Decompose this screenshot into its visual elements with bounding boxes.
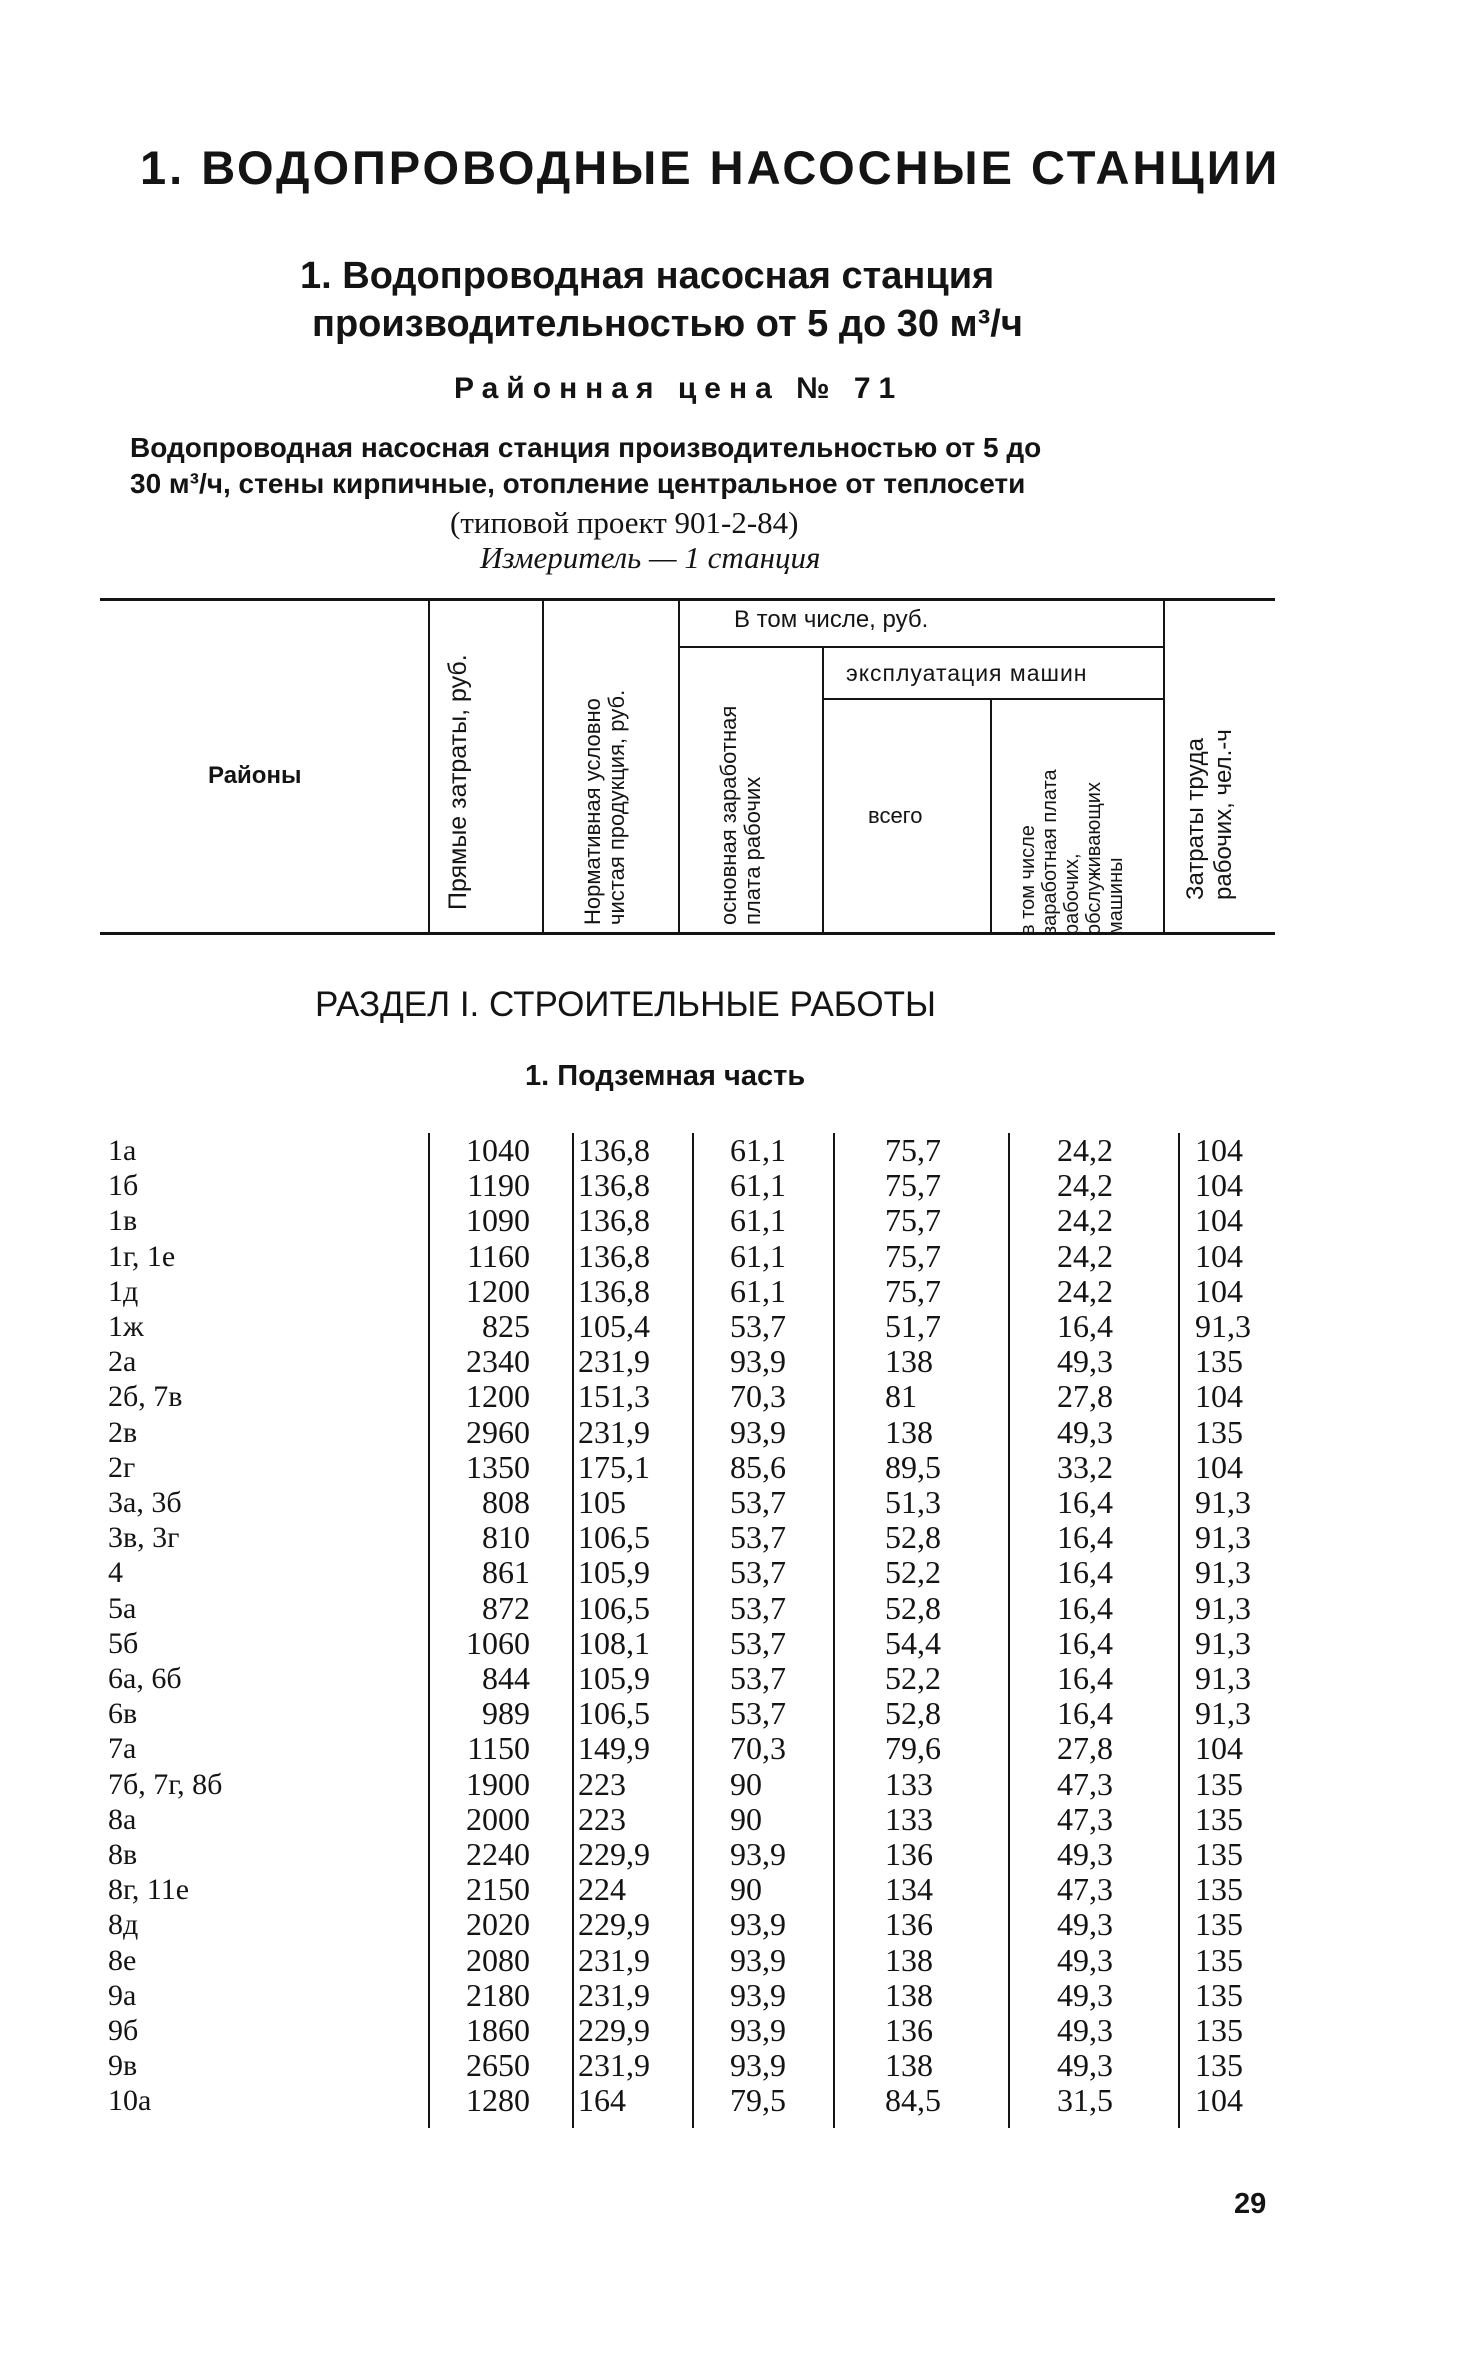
cell-labor: 104 bbox=[1195, 1202, 1243, 1239]
cell-normative-production: 175,1 bbox=[578, 1448, 650, 1485]
cell-normative-production: 231,9 bbox=[578, 1343, 650, 1380]
cell-machine-total: 52,8 bbox=[885, 1519, 941, 1556]
header-direct-costs bbox=[444, 650, 504, 910]
cell-direct-costs: 1860 bbox=[466, 2012, 530, 2048]
cell-direct-costs: 1040 bbox=[466, 1132, 530, 1168]
cell-direct-costs: 2080 bbox=[466, 1941, 530, 1978]
subpart-title: 1. Подземная часть bbox=[525, 1060, 806, 1092]
header-top-rule bbox=[100, 598, 1275, 601]
part-title: РАЗДЕЛ I. СТРОИТЕЛЬНЫЕ РАБОТЫ bbox=[315, 985, 936, 1024]
table-row bbox=[0, 2048, 1481, 2083]
table-row bbox=[0, 1168, 1481, 1203]
cell-operator-wages: 47,3 bbox=[1057, 1765, 1113, 1802]
table-row bbox=[0, 1274, 1481, 1309]
header-normative-production-text: Нормативная условно чистая продукция, руб. bbox=[580, 689, 629, 925]
cell-base-wages: 53,7 bbox=[730, 1519, 786, 1556]
cell-operator-wages: 49,3 bbox=[1057, 1906, 1113, 1943]
cell-operator-wages: 49,3 bbox=[1057, 1836, 1113, 1872]
table-row bbox=[0, 1309, 1481, 1344]
cell-labor: 91,3 bbox=[1195, 1660, 1251, 1696]
cell-labor: 104 bbox=[1195, 1448, 1243, 1485]
cell-labor: 91,3 bbox=[1195, 1484, 1251, 1520]
cell-operator-wages: 49,3 bbox=[1057, 1941, 1113, 1978]
cell-normative-production: 105,4 bbox=[578, 1308, 650, 1344]
cell-operator-wages: 24,2 bbox=[1057, 1202, 1113, 1239]
cell-operator-wages: 49,3 bbox=[1057, 2047, 1113, 2084]
cell-district: 5б bbox=[108, 1626, 139, 1660]
cell-base-wages: 93,9 bbox=[730, 1343, 786, 1380]
cell-base-wages: 53,7 bbox=[730, 1554, 786, 1591]
header-operator-wages-text: в том числе заработная плата рабочих, обслуживающих машины bbox=[1017, 769, 1127, 935]
cell-district: 9б bbox=[108, 2014, 139, 2047]
cell-labor: 104 bbox=[1195, 1132, 1243, 1168]
cell-labor: 91,3 bbox=[1195, 1624, 1251, 1661]
cell-direct-costs: 2150 bbox=[466, 1871, 530, 1908]
table-row bbox=[0, 1626, 1481, 1661]
cell-normative-production: 136,8 bbox=[578, 1132, 650, 1168]
cell-operator-wages: 47,3 bbox=[1057, 1800, 1113, 1837]
cell-machine-total: 75,7 bbox=[885, 1272, 941, 1309]
cell-operator-wages: 24,2 bbox=[1057, 1132, 1113, 1168]
cell-operator-wages: 33,2 bbox=[1057, 1448, 1113, 1485]
cell-labor: 91,3 bbox=[1195, 1695, 1251, 1732]
cell-district: 9в bbox=[108, 2049, 138, 2083]
cell-normative-production: 106,5 bbox=[578, 1519, 650, 1556]
cell-normative-production: 136,8 bbox=[578, 1167, 650, 1204]
cell-normative-production: 106,5 bbox=[578, 1589, 650, 1626]
cell-base-wages: 61,1 bbox=[730, 1202, 786, 1239]
header-divider bbox=[428, 601, 430, 932]
cell-labor: 104 bbox=[1195, 1378, 1243, 1415]
cell-direct-costs: 810 bbox=[482, 1519, 530, 1556]
cell-direct-costs: 2340 bbox=[466, 1343, 530, 1380]
cell-district: 2в bbox=[108, 1415, 138, 1449]
cell-direct-costs: 2180 bbox=[466, 1976, 530, 2013]
page-number: 29 bbox=[1234, 2188, 1267, 2220]
cell-normative-production: 105 bbox=[578, 1484, 626, 1520]
cell-machine-total: 51,7 bbox=[885, 1308, 941, 1344]
section-title-line2: производительностью от 5 до 30 м³/ч bbox=[312, 303, 1023, 345]
cell-labor: 91,3 bbox=[1195, 1589, 1251, 1626]
cell-base-wages: 93,9 bbox=[730, 1906, 786, 1943]
cell-district: 2б, 7в bbox=[108, 1380, 183, 1414]
header-normative-production bbox=[581, 635, 661, 925]
cell-operator-wages: 49,3 bbox=[1057, 2012, 1113, 2048]
cell-normative-production: 108,1 bbox=[578, 1624, 650, 1661]
cell-base-wages: 61,1 bbox=[730, 1237, 786, 1274]
cell-machine-total: 81 bbox=[885, 1378, 917, 1415]
header-direct-costs-text: Прямые затраты, руб. bbox=[444, 654, 472, 910]
cell-machine-total: 134 bbox=[885, 1871, 933, 1908]
cell-district: 6в bbox=[108, 1697, 138, 1731]
cell-direct-costs: 844 bbox=[482, 1660, 530, 1696]
cell-base-wages: 93,9 bbox=[730, 1836, 786, 1872]
cell-labor: 135 bbox=[1195, 1941, 1243, 1978]
table-row bbox=[0, 1943, 1481, 1978]
table-row bbox=[0, 1485, 1481, 1520]
cell-normative-production: 106,5 bbox=[578, 1695, 650, 1732]
cell-base-wages: 93,9 bbox=[730, 2047, 786, 2084]
cell-base-wages: 90 bbox=[730, 1800, 762, 1837]
cell-machine-total: 138 bbox=[885, 1976, 933, 2013]
table-row bbox=[0, 1415, 1481, 1450]
cell-operator-wages: 24,2 bbox=[1057, 1237, 1113, 1274]
cell-base-wages: 61,1 bbox=[730, 1272, 786, 1309]
cell-normative-production: 149,9 bbox=[578, 1730, 650, 1767]
cell-base-wages: 70,3 bbox=[730, 1378, 786, 1415]
cell-direct-costs: 1350 bbox=[466, 1448, 530, 1485]
cell-machine-total: 136 bbox=[885, 1836, 933, 1872]
cell-district: 2а bbox=[108, 1345, 137, 1379]
header-base-wages bbox=[717, 675, 797, 925]
cell-district: 1ж bbox=[108, 1310, 144, 1343]
cell-labor: 135 bbox=[1195, 2047, 1243, 2084]
cell-district: 9а bbox=[108, 1978, 137, 2012]
cell-machine-total: 138 bbox=[885, 1413, 933, 1450]
description-line1: Водопроводная насосная станция производительностью от 5 до bbox=[130, 432, 1042, 463]
cell-direct-costs: 861 bbox=[482, 1554, 530, 1591]
cell-machine-total: 52,8 bbox=[885, 1695, 941, 1732]
cell-district: 5а bbox=[108, 1591, 137, 1625]
cell-normative-production: 136,8 bbox=[578, 1202, 650, 1239]
cell-machine-total: 75,7 bbox=[885, 1132, 941, 1168]
cell-labor: 104 bbox=[1195, 1272, 1243, 1309]
table-row bbox=[0, 1837, 1481, 1872]
cell-machine-total: 138 bbox=[885, 1343, 933, 1380]
cell-normative-production: 231,9 bbox=[578, 1976, 650, 2013]
header-total: всего bbox=[868, 803, 923, 828]
cell-district: 6а, 6б bbox=[108, 1662, 182, 1695]
cell-operator-wages: 16,4 bbox=[1057, 1308, 1113, 1344]
cell-normative-production: 223 bbox=[578, 1800, 626, 1837]
cell-district: 3а, 3б bbox=[108, 1486, 182, 1519]
cell-machine-total: 52,2 bbox=[885, 1660, 941, 1696]
cell-base-wages: 79,5 bbox=[730, 2082, 786, 2119]
cell-labor: 135 bbox=[1195, 1836, 1243, 1872]
price-label: Районная цена № 71 bbox=[454, 372, 904, 405]
cell-normative-production: 229,9 bbox=[578, 1836, 650, 1872]
table-row bbox=[0, 1978, 1481, 2013]
cell-direct-costs: 2960 bbox=[466, 1413, 530, 1450]
cell-direct-costs: 1190 bbox=[467, 1167, 530, 1204]
cell-labor: 91,3 bbox=[1195, 1308, 1251, 1344]
cell-base-wages: 53,7 bbox=[730, 1589, 786, 1626]
cell-direct-costs: 1200 bbox=[466, 1272, 530, 1309]
cell-operator-wages: 24,2 bbox=[1057, 1272, 1113, 1309]
table-row bbox=[0, 1731, 1481, 1766]
header-divider bbox=[678, 601, 680, 932]
header-divider bbox=[542, 601, 544, 932]
cell-direct-costs: 1090 bbox=[466, 1202, 530, 1239]
cell-district: 7а bbox=[108, 1732, 137, 1766]
cell-machine-total: 136 bbox=[885, 1906, 933, 1943]
cell-district: 7б, 7г, 8б bbox=[108, 1767, 223, 1801]
cell-normative-production: 136,8 bbox=[578, 1272, 650, 1309]
cell-normative-production: 105,9 bbox=[578, 1660, 650, 1696]
cell-district: 1г, 1е bbox=[108, 1239, 176, 1273]
cell-machine-total: 79,6 bbox=[885, 1730, 941, 1767]
cell-labor: 104 bbox=[1195, 1167, 1243, 1204]
cell-base-wages: 53,7 bbox=[730, 1484, 786, 1520]
cell-direct-costs: 1060 bbox=[466, 1624, 530, 1661]
cell-normative-production: 105,9 bbox=[578, 1554, 650, 1591]
table-row bbox=[0, 1555, 1481, 1590]
cell-direct-costs: 1160 bbox=[467, 1237, 530, 1274]
cell-operator-wages: 16,4 bbox=[1057, 1695, 1113, 1732]
cell-direct-costs: 2000 bbox=[466, 1800, 530, 1837]
cell-operator-wages: 16,4 bbox=[1057, 1589, 1113, 1626]
cell-direct-costs: 1900 bbox=[466, 1765, 530, 1802]
cell-operator-wages: 27,8 bbox=[1057, 1378, 1113, 1415]
cell-base-wages: 93,9 bbox=[730, 2012, 786, 2048]
cell-machine-total: 75,7 bbox=[885, 1202, 941, 1239]
cell-direct-costs: 2650 bbox=[466, 2047, 530, 2084]
cell-district: 8г, 11е bbox=[108, 1873, 190, 1907]
table-row bbox=[0, 1344, 1481, 1379]
cell-labor: 135 bbox=[1195, 1800, 1243, 1837]
cell-labor: 135 bbox=[1195, 1906, 1243, 1943]
cell-operator-wages: 31,5 bbox=[1057, 2082, 1113, 2119]
cell-operator-wages: 47,3 bbox=[1057, 1871, 1113, 1908]
cell-direct-costs: 2020 bbox=[466, 1906, 530, 1943]
cell-machine-total: 133 bbox=[885, 1765, 933, 1802]
cell-district: 1д bbox=[108, 1274, 139, 1308]
section-title-line1: 1. Водопроводная насосная станция bbox=[300, 255, 995, 297]
table-row bbox=[0, 1872, 1481, 1907]
header-labor bbox=[1182, 650, 1252, 900]
header-subrule bbox=[680, 646, 1163, 648]
cell-base-wages: 90 bbox=[730, 1871, 762, 1908]
table-row bbox=[0, 1696, 1481, 1731]
cell-labor: 91,3 bbox=[1195, 1554, 1251, 1591]
cell-district: 1в bbox=[108, 1204, 138, 1238]
cell-machine-total: 136 bbox=[885, 2012, 933, 2048]
cell-normative-production: 229,9 bbox=[578, 1906, 650, 1943]
project-reference: (типовой проект 901-2-84) bbox=[450, 505, 799, 540]
cell-operator-wages: 49,3 bbox=[1057, 1413, 1113, 1450]
cell-normative-production: 136,8 bbox=[578, 1237, 650, 1274]
cell-labor: 91,3 bbox=[1195, 1519, 1251, 1556]
cell-district: 2г bbox=[108, 1450, 136, 1484]
cell-operator-wages: 16,4 bbox=[1057, 1519, 1113, 1556]
table-row bbox=[0, 1802, 1481, 1837]
cell-labor: 135 bbox=[1195, 1413, 1243, 1450]
cell-direct-costs: 2240 bbox=[466, 1836, 530, 1872]
cell-operator-wages: 16,4 bbox=[1057, 1624, 1113, 1661]
cell-labor: 135 bbox=[1195, 1343, 1243, 1380]
table-row bbox=[0, 1520, 1481, 1555]
cell-normative-production: 224 bbox=[578, 1871, 626, 1908]
cell-district: 1а bbox=[108, 1134, 137, 1167]
cell-base-wages: 70,3 bbox=[730, 1730, 786, 1767]
chapter-title: 1. ВОДОПРОВОДНЫЕ НАСОСНЫЕ СТАНЦИИ bbox=[140, 141, 1281, 194]
header-labor-text: Затраты труда рабочих, чел.-ч bbox=[1182, 729, 1237, 900]
table-row bbox=[0, 1379, 1481, 1414]
cell-labor: 135 bbox=[1195, 1871, 1243, 1908]
table-row bbox=[0, 1661, 1481, 1696]
table-row bbox=[0, 1907, 1481, 1942]
cell-operator-wages: 16,4 bbox=[1057, 1484, 1113, 1520]
cell-district: 8д bbox=[108, 1908, 139, 1942]
cell-district: 8а bbox=[108, 1802, 137, 1836]
cell-base-wages: 53,7 bbox=[730, 1308, 786, 1344]
cell-labor: 104 bbox=[1195, 1237, 1243, 1274]
cell-machine-total: 52,2 bbox=[885, 1554, 941, 1591]
cell-normative-production: 231,9 bbox=[578, 1941, 650, 1978]
cell-base-wages: 93,9 bbox=[730, 1413, 786, 1450]
cell-base-wages: 93,9 bbox=[730, 1976, 786, 2013]
cell-base-wages: 93,9 bbox=[730, 1941, 786, 1978]
header-districts: Районы bbox=[208, 762, 302, 789]
cell-operator-wages: 24,2 bbox=[1057, 1167, 1113, 1204]
cell-normative-production: 231,9 bbox=[578, 1413, 650, 1450]
cell-operator-wages: 49,3 bbox=[1057, 1343, 1113, 1380]
cell-base-wages: 61,1 bbox=[730, 1132, 786, 1168]
cell-direct-costs: 1280 bbox=[466, 2082, 530, 2119]
table-row bbox=[0, 1203, 1481, 1238]
cell-machine-total: 138 bbox=[885, 1941, 933, 1978]
table-row bbox=[0, 1450, 1481, 1485]
measure-unit: Измеритель — 1 станция bbox=[480, 540, 821, 575]
cell-operator-wages: 27,8 bbox=[1057, 1730, 1113, 1767]
cell-machine-total: 54,4 bbox=[885, 1624, 941, 1661]
cell-direct-costs: 825 bbox=[482, 1308, 530, 1344]
cell-machine-total: 89,5 bbox=[885, 1448, 941, 1485]
cell-base-wages: 90 bbox=[730, 1765, 762, 1802]
description-line2: 30 м³/ч, стены кирпичные, отопление центральное от теплосети bbox=[130, 468, 1026, 499]
cell-district: 1б bbox=[108, 1169, 139, 1203]
table-row bbox=[0, 2083, 1481, 2118]
cell-direct-costs: 989 bbox=[482, 1695, 530, 1732]
cell-base-wages: 61,1 bbox=[730, 1167, 786, 1204]
header-base-wages-text: основная заработная плата рабочих bbox=[716, 705, 765, 925]
description bbox=[130, 430, 1250, 502]
cell-machine-total: 75,7 bbox=[885, 1237, 941, 1274]
header-machine-operation: эксплуатация машин bbox=[846, 660, 1088, 686]
cell-district: 3в, 3г bbox=[108, 1521, 180, 1555]
cell-base-wages: 85,6 bbox=[730, 1448, 786, 1485]
header-divider bbox=[1163, 601, 1165, 932]
cell-labor: 135 bbox=[1195, 1976, 1243, 2013]
table-row bbox=[0, 1767, 1481, 1802]
cell-direct-costs: 808 bbox=[482, 1484, 530, 1520]
cell-labor: 135 bbox=[1195, 1765, 1243, 1802]
cell-direct-costs: 872 bbox=[482, 1589, 530, 1626]
cell-district: 8в bbox=[108, 1838, 138, 1871]
cell-direct-costs: 1150 bbox=[467, 1730, 530, 1767]
cell-normative-production: 164 bbox=[578, 2082, 626, 2119]
cell-base-wages: 53,7 bbox=[730, 1695, 786, 1732]
table-row bbox=[0, 2013, 1481, 2048]
header-including: В том числе, руб. bbox=[734, 606, 929, 633]
cell-district: 8е bbox=[108, 1943, 137, 1977]
cell-district: 10а bbox=[108, 2084, 152, 2118]
cell-machine-total: 52,8 bbox=[885, 1589, 941, 1626]
cell-base-wages: 53,7 bbox=[730, 1660, 786, 1696]
cell-operator-wages: 16,4 bbox=[1057, 1660, 1113, 1696]
header-operator-wages bbox=[1017, 715, 1127, 935]
cell-labor: 135 bbox=[1195, 2012, 1243, 2048]
cell-normative-production: 231,9 bbox=[578, 2047, 650, 2084]
cell-normative-production: 151,3 bbox=[578, 1378, 650, 1415]
cell-machine-total: 133 bbox=[885, 1800, 933, 1837]
cell-machine-total: 51,3 bbox=[885, 1484, 941, 1520]
cell-machine-total: 75,7 bbox=[885, 1167, 941, 1204]
cell-machine-total: 138 bbox=[885, 2047, 933, 2084]
header-divider bbox=[990, 700, 992, 932]
table-row bbox=[0, 1591, 1481, 1626]
cell-normative-production: 223 bbox=[578, 1765, 626, 1802]
cell-labor: 104 bbox=[1195, 1730, 1243, 1767]
cell-labor: 104 bbox=[1195, 2082, 1243, 2119]
cell-operator-wages: 16,4 bbox=[1057, 1554, 1113, 1591]
header-divider bbox=[822, 648, 824, 932]
table-row bbox=[0, 1133, 1481, 1168]
cell-direct-costs: 1200 bbox=[466, 1378, 530, 1415]
table-row bbox=[0, 1239, 1481, 1274]
cell-machine-total: 84,5 bbox=[885, 2082, 941, 2119]
cell-district: 4 bbox=[108, 1556, 123, 1590]
header-subrule bbox=[824, 698, 1163, 700]
section-title bbox=[300, 252, 1160, 348]
cell-operator-wages: 49,3 bbox=[1057, 1976, 1113, 2013]
cell-normative-production: 229,9 bbox=[578, 2012, 650, 2048]
cell-base-wages: 53,7 bbox=[730, 1624, 786, 1661]
